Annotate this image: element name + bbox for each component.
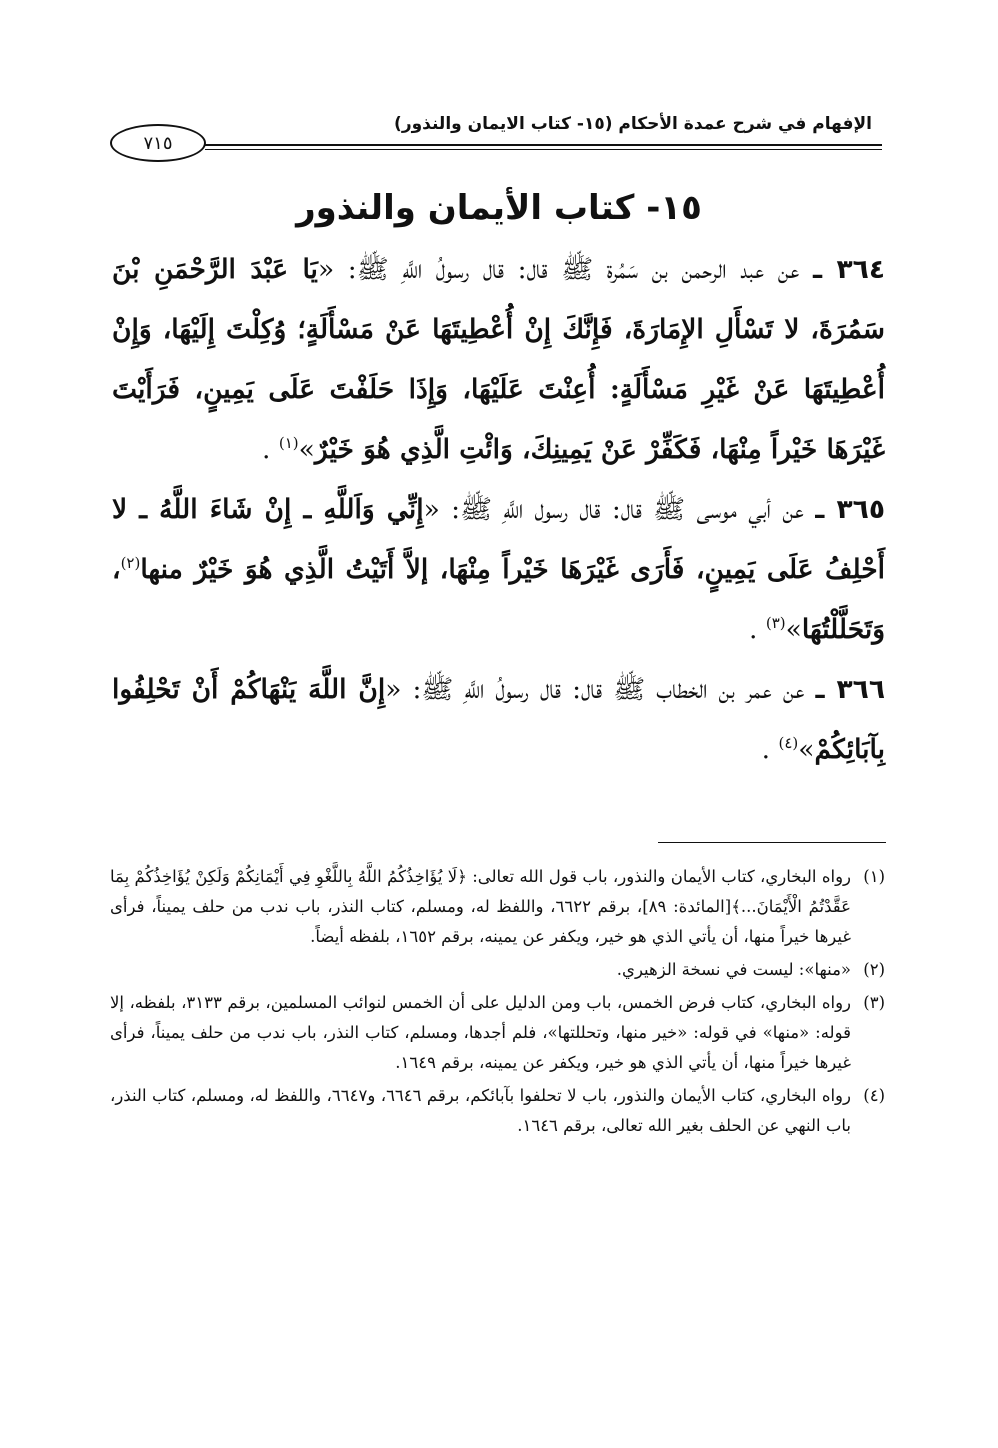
footnote-1 [110, 862, 885, 952]
sentence-end: . [749, 614, 766, 645]
hadith-body [112, 240, 885, 780]
page-number: ٧١٥ [143, 132, 173, 154]
hadith-intro: عن عبد الرحمن بن سَمُرة ﷺ قال: قال رسولُ اللَّهِ ﷺ: « [317, 254, 813, 285]
hadith-text-continued: ، وَتَحَلَّلْتُهَا [112, 554, 885, 645]
running-header [110, 112, 882, 160]
sentence-end: . [761, 734, 779, 765]
footnote-3 [110, 988, 885, 1078]
footnote-4 [110, 1081, 885, 1141]
footnote-reference[interactable]: (٣) [765, 614, 786, 633]
header-rule-thin [205, 149, 882, 150]
hadith-number: ٣٦٤ ـ [812, 254, 885, 285]
hadith-number: ٣٦٦ ـ [815, 674, 885, 705]
sentence-end: . [261, 434, 279, 465]
chapter-title: ١٥- كتاب الأيمان والنذور [296, 188, 702, 228]
hadith-intro: عن عمر بن الخطاب ﷺ قال: قال رسولُ اللَّهِ ﷺ: « [385, 674, 816, 705]
footnote-2 [110, 955, 885, 985]
hadith-intro: عن أبي موسى ﷺ قال: قال رسول اللَّهِ ﷺ: « [423, 494, 816, 525]
hadith-text: يَا عَبْدَ الرَّحْمَنِ بْنَ سَمُرَةَ، لا تَسْأَلِ الإِمَارَةَ، فَإِنَّكَ إِنْ أُعْطِيتَهَا عَنْ مَسْأَلَةٍ؛ وُكِلْتَ إِلَيْهَا، وَإِنْ أُعْطِيتَهَا عَنْ غَيْرِ مَسْأَلَةٍ: أُعِنْتَ عَلَيْهَا، وَإِذَا حَلَفْتَ عَلَى يَمِينٍ، فَرَأَيْتَ غَيْرَهَا خَيْراً مِنْهَا، فَكَفِّرْ عَنْ يَمِينِكَ، وَائْتِ الَّذِي هُوَ خَيْرٌ [112, 254, 885, 465]
header-rule [205, 144, 882, 146]
footnote-number: (٢) [863, 960, 885, 979]
hadith-365 [112, 480, 885, 660]
footnote-text: رواه البخاري، كتاب الأيمان والنذور، باب لا تحلفوا بآبائكم، برقم ٦٦٤٦، و٦٦٤٧، واللفظ له، ومسلم، كتاب النذر، باب النهي عن الحلف بغير الله تعالى، برقم ١٦٤٦. [110, 1086, 851, 1135]
page-number-oval [110, 124, 206, 162]
footnote-text: رواه البخاري، كتاب الأيمان والنذور، باب قول الله تعالى: ﴿لَا يُؤَاخِذُكُمُ اللَّهُ بِاللَّغْوِ فِي أَيْمَانِكُمْ وَلَكِنْ يُؤَاخِذُكُمْ بِمَا عَقَّدْتُمُ الْأَيْمَانَ...﴾[المائدة: ٨٩]، برقم ٦٦٢٢، واللفظ له، ومسلم، كتاب النذر، باب ندب من حلف يميناً، فرأى غيرها خيراً منها، أن يأتي الذي هو خير، ويكفر عن يمينه، برقم ١٦٥٢، بلفظه أيضاً. [110, 867, 851, 946]
footnote-reference[interactable]: (٢) [120, 554, 141, 573]
hadith-text: إِنَّ اللَّهَ يَنْهَاكُمْ أَنْ تَحْلِفُوا بِآبَائِكُمْ [112, 674, 885, 765]
footnote-number: (٤) [863, 1086, 885, 1105]
footnote-text: رواه البخاري، كتاب فرض الخمس، باب ومن الدليل على أن الخمس لنوائب المسلمين، برقم ٣١٣٣، بلفظه، إلا قوله: «منها» في قوله: «خير منها، وتحللتها»، فلم أجدها، ومسلم، كتاب النذر، باب ندب من حلف يميناً، فرأى غيرها خيراً منها، أن يأتي الذي هو خير، ويكفر عن يمينه، برقم ١٦٤٩. [110, 993, 852, 1072]
footnote-number: (١) [863, 867, 885, 886]
footnote-separator [658, 842, 886, 843]
footnote-text: «منها»: ليست في نسخة الزهيري. [616, 960, 851, 979]
running-title: الإفهام في شرح عمدة الأحكام (١٥- كتاب الايمان والنذور) [394, 114, 872, 134]
footnotes [110, 862, 885, 1144]
hadith-number: ٣٦٥ ـ [815, 494, 885, 525]
hadith-364 [112, 240, 885, 480]
quote-close: » [785, 614, 802, 645]
hadith-text: إِنِّي وَاَللَّهِ ـ إِنْ شَاءَ اللَّهُ ـ لا أَحْلِفُ عَلَى يَمِينٍ، فَأَرَى غَيْرَهَا خَيْراً مِنْهَا، إلاَّ أَتَيْتُ الَّذِي هُوَ خَيْرٌ منها [112, 494, 885, 585]
footnote-reference[interactable]: (١) [278, 434, 299, 453]
footnote-reference[interactable]: (٤) [778, 734, 799, 753]
quote-close: » [298, 434, 315, 465]
quote-close: » [798, 734, 815, 765]
footnote-number: (٣) [863, 993, 885, 1012]
hadith-366 [112, 660, 885, 780]
